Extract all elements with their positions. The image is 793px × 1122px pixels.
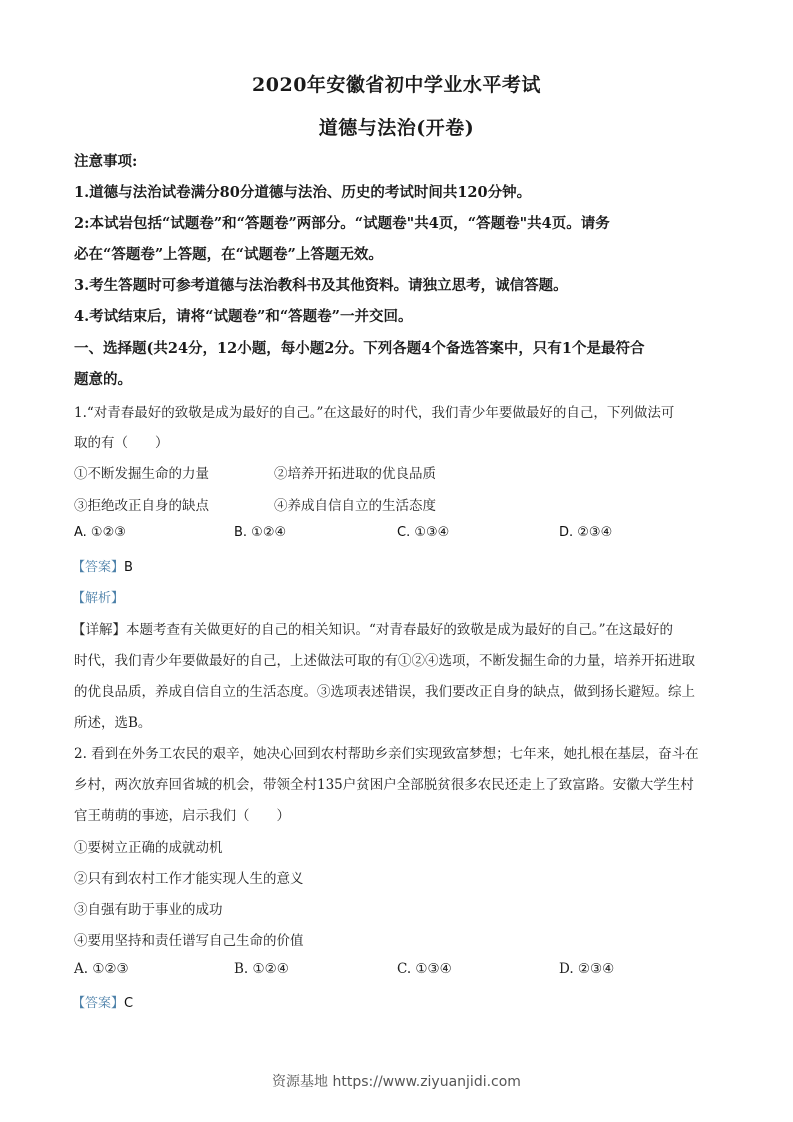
- q1-answer: [72, 556, 133, 575]
- detail-label: 【详解】: [72, 622, 126, 638]
- q1-statement-3: ③拒绝改正自身的缺点: [74, 498, 209, 514]
- q2-stem-line-3: 官王萌萌的事迹，启示我们（ ）: [74, 808, 290, 824]
- q2-statement-1: ①要树立正确的成就动机: [74, 840, 223, 856]
- q1-detail-line-1: 【详解】本题考查有关做更好的自己的相关知识。“对青春最好的致敬是成为最好的自己。”在这最好的: [72, 622, 674, 638]
- note-item-3: 3.考生答题时可参考道德与法治教科书及其他资料。请独立思考，诚信答题。: [74, 277, 568, 294]
- q1-option-a: A. ①②③: [74, 525, 126, 540]
- exam-title: 2020年安徽省初中学业水平考试: [252, 74, 541, 96]
- q2-option-b: B. ①②④: [234, 961, 289, 977]
- q1-statement-1: ①不断发掘生命的力量: [74, 466, 209, 482]
- q1-analysis-heading: [72, 587, 124, 606]
- q1-statement-2: ②培养开拓进取的优良品质: [274, 466, 436, 482]
- answer-value: B: [124, 560, 133, 575]
- notes-heading: 注意事项:: [74, 153, 138, 170]
- note-item-4: 4.考试结束后，请将“试题卷”和“答题卷”一并交回。: [74, 308, 413, 325]
- section-heading-cont: 题意的。: [74, 371, 132, 388]
- q2-option-d: D. ②③④: [559, 961, 615, 977]
- answer-label: 【答案】: [72, 996, 125, 1011]
- q2-option-a: A. ①②③: [74, 961, 129, 977]
- section-heading: 一、选择题(共24分，12小题，每小题2分。下列各题4个备选答案中，只有1个是最符合: [74, 340, 645, 357]
- q2-statement-3: ③自强有助于事业的成功: [74, 902, 223, 918]
- q1-detail-line-3: 的优良品质，养成自信自立的生活态度。③选项表述错误，我们要改正自身的缺点，做到扬长避短。综上: [74, 684, 695, 700]
- q1-option-c: C. ①③④: [397, 525, 450, 540]
- q2-statement-4: ④要用坚持和责任谱写自己生命的价值: [74, 933, 304, 949]
- q1-stem-line-1: 1.“对青春最好的致敬是成为最好的自己。”在这最好的时代，我们青少年要做最好的自己，下列做法可: [74, 405, 675, 421]
- q2-stem-line-1: 2. 看到在外务工农民的艰辛，她决心回到农村帮助乡亲们实现致富梦想；七年来，她扎根在基层，奋斗在: [74, 746, 699, 762]
- analysis-label: 【解析】: [72, 591, 125, 606]
- note-item-2-cont: 必在“答题卷”上答题，在“试题卷”上答题无效。: [74, 246, 383, 263]
- q1-option-b: B. ①②④: [234, 525, 287, 540]
- q1-detail-line-4: 所述，选B。: [74, 715, 152, 731]
- exam-subtitle: 道德与法治(开卷): [318, 117, 475, 139]
- q1-option-d: D. ②③④: [559, 525, 613, 540]
- answer-label: 【答案】: [72, 560, 125, 575]
- note-item-2: 2:本试岩包括“试题卷”和“答题卷”两部分。“试题卷"共4页，“答题卷"共4页。请务: [74, 215, 610, 232]
- q2-stem-line-2: 乡村，两次放弃回省城的机会，带领全村135户贫困户全部脱贫很多农民还走上了致富路。安徽大学生村: [74, 777, 694, 793]
- q1-detail-line-2: 时代，我们青少年要做最好的自己，上述做法可取的有①②④选项，不断发掘生命的力量，培养开拓进取: [74, 653, 695, 669]
- q1-stem-line-2: 取的有（ ）: [74, 435, 169, 451]
- q2-answer: [72, 992, 133, 1011]
- q2-option-c: C. ①③④: [397, 961, 452, 977]
- q1-statement-4: ④养成自信自立的生活态度: [274, 498, 436, 514]
- note-item-1: 1.道德与法治试卷满分80分道德与法治、历史的考试时间共120分钟。: [74, 184, 532, 201]
- answer-value: C: [124, 996, 134, 1011]
- watermark-footer: 资源基地 https://www.ziyuanjidi.com: [272, 1074, 521, 1090]
- q2-statement-2: ②只有到农村工作才能实现人生的意义: [74, 871, 304, 887]
